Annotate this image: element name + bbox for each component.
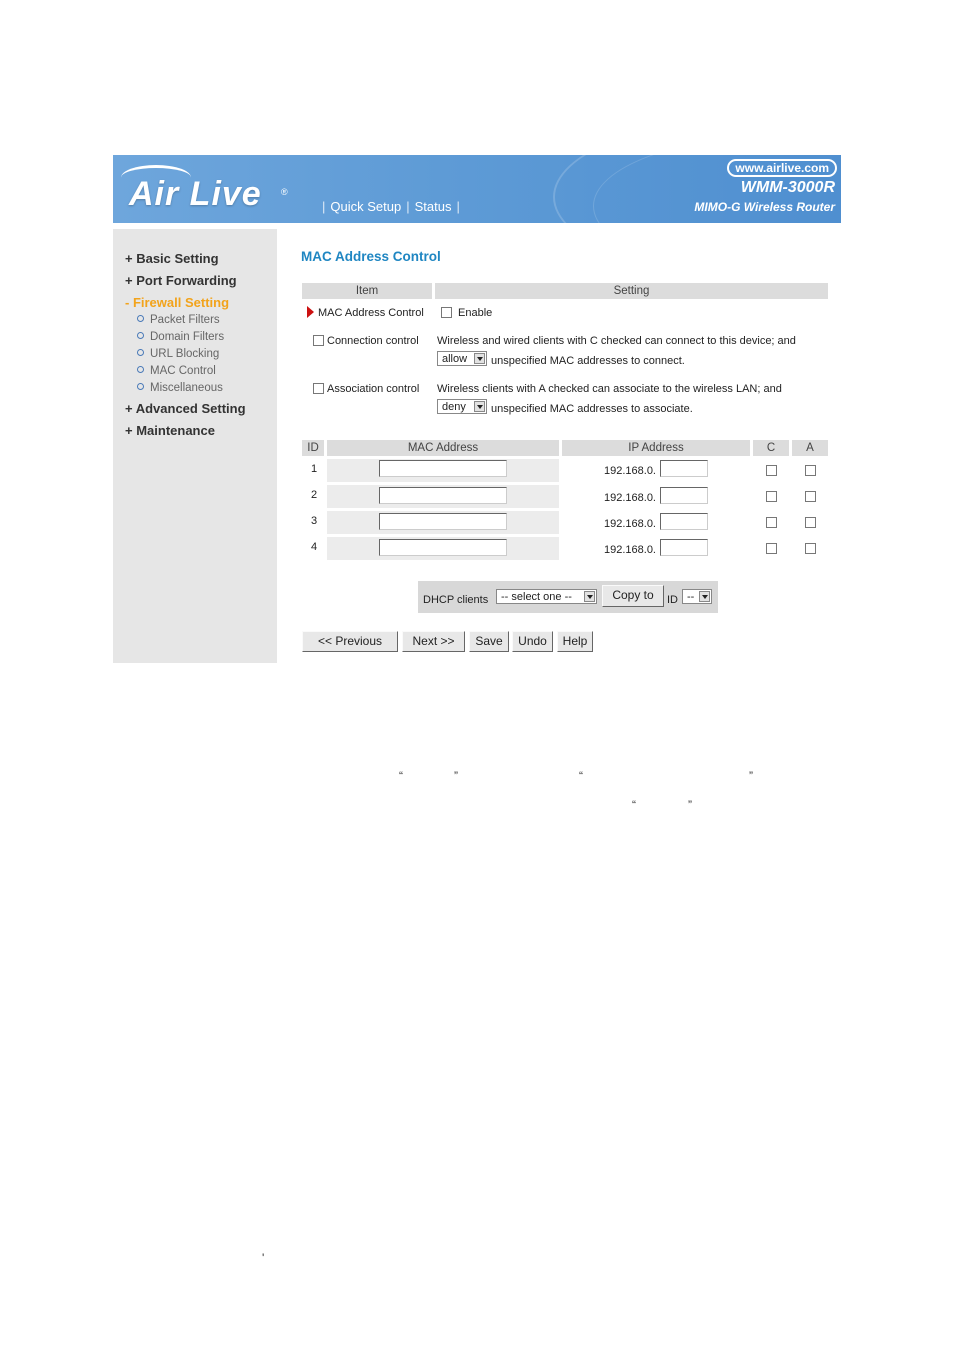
airlive-logo: Air Live <box>129 175 262 213</box>
bullet-icon <box>137 366 144 373</box>
top-navigation: | Quick Setup | Status | <box>322 199 460 214</box>
close-quote: ” <box>749 769 753 783</box>
enable-checkbox[interactable] <box>441 307 452 318</box>
connection-control-description-2: unspecified MAC addresses to connect. <box>491 355 685 367</box>
open-quote: “ <box>579 769 583 783</box>
open-quote: “ <box>399 769 403 783</box>
copy-to-button[interactable]: Copy to <box>602 585 664 607</box>
id-label: ID <box>667 594 678 606</box>
pointer-arrow-icon <box>307 306 314 318</box>
connection-control-checkbox[interactable] <box>313 335 324 346</box>
bullet-icon <box>137 315 144 322</box>
sidebar-subitem-miscellaneous[interactable] <box>137 382 223 394</box>
chevron-down-icon <box>584 591 595 602</box>
mac-address-input[interactable] <box>379 460 507 477</box>
bullet-icon <box>137 383 144 390</box>
row-id: 3 <box>311 515 318 527</box>
ip-last-octet-input[interactable] <box>660 513 708 530</box>
table-header-mac-address: MAC Address <box>327 440 559 456</box>
association-policy-value: deny <box>442 401 466 413</box>
association-control-label: Association control <box>327 383 420 395</box>
a-checkbox[interactable] <box>805 517 816 528</box>
stray-tick-mark: ' <box>262 1251 265 1265</box>
sidebar-subitem-label: Miscellaneous <box>150 382 223 394</box>
c-checkbox[interactable] <box>766 543 777 554</box>
row-id: 1 <box>311 463 318 475</box>
router-admin-frame <box>113 155 841 663</box>
chevron-down-icon <box>474 353 485 364</box>
c-checkbox[interactable] <box>766 465 777 476</box>
logo-registered-mark: ® <box>281 187 288 197</box>
enable-label: Enable <box>458 307 493 319</box>
dhcp-client-select[interactable] <box>496 589 597 604</box>
association-control-checkbox[interactable] <box>313 383 324 394</box>
model-description: MIMO-G Wireless Router <box>694 200 835 214</box>
sidebar-subitem-url-blocking[interactable] <box>137 348 219 360</box>
nav-quick-setup[interactable]: Quick Setup <box>330 199 402 214</box>
sidebar-subitem-domain-filters[interactable] <box>137 331 224 343</box>
bullet-icon <box>137 332 144 339</box>
header-banner <box>113 155 841 223</box>
association-control-description-2: unspecified MAC addresses to associate. <box>491 403 693 415</box>
chevron-down-icon <box>474 401 485 412</box>
dhcp-client-value: -- select one -- <box>501 591 572 603</box>
column-header-item: Item <box>302 283 432 299</box>
connection-policy-value: allow <box>442 353 468 365</box>
sidebar-item-maintenance[interactable]: + Maintenance <box>125 423 215 438</box>
association-policy-select[interactable] <box>437 399 487 414</box>
close-quote: ” <box>454 769 458 783</box>
ip-last-octet-input[interactable] <box>660 539 708 556</box>
table-header-a: A <box>792 440 828 456</box>
mac-address-input[interactable] <box>379 539 507 556</box>
page-title: MAC Address Control <box>301 249 441 264</box>
sidebar <box>113 229 277 663</box>
ip-last-octet-input[interactable] <box>660 460 708 477</box>
table-header-c: C <box>753 440 789 456</box>
model-name: WMM-3000R <box>740 179 835 196</box>
ip-prefix: 192.168.0. <box>604 465 656 477</box>
sidebar-item-advanced-setting[interactable]: + Advanced Setting <box>125 401 246 416</box>
a-checkbox[interactable] <box>805 491 816 502</box>
c-checkbox[interactable] <box>766 491 777 502</box>
mac-address-input[interactable] <box>379 487 507 504</box>
close-quote: ” <box>688 798 692 812</box>
mac-address-input[interactable] <box>379 513 507 530</box>
table-header-ip-address: IP Address <box>562 440 750 456</box>
undo-button[interactable]: Undo <box>512 631 553 652</box>
sidebar-subitem-label: Domain Filters <box>150 331 225 343</box>
save-button[interactable]: Save <box>469 631 509 652</box>
a-checkbox[interactable] <box>805 465 816 476</box>
dhcp-clients-label: DHCP clients <box>423 594 489 606</box>
id-select[interactable] <box>682 589 712 604</box>
previous-button[interactable]: << Previous <box>302 631 398 652</box>
mac-control-label: MAC Address Control <box>318 307 424 319</box>
site-url: www.airlive.com <box>727 159 837 177</box>
row-id: 2 <box>311 489 318 501</box>
next-button[interactable]: Next >> <box>402 631 465 652</box>
connection-policy-select[interactable] <box>437 351 487 366</box>
ip-last-octet-input[interactable] <box>660 487 708 504</box>
c-checkbox[interactable] <box>766 517 777 528</box>
connection-control-label: Connection control <box>327 335 419 347</box>
open-quote: “ <box>632 798 636 812</box>
bullet-icon <box>137 349 144 356</box>
sidebar-subitem-label: URL Blocking <box>150 348 220 360</box>
row-id: 4 <box>311 541 318 553</box>
connection-control-description: Wireless and wired clients with C checked can connect to this device; and <box>437 335 796 347</box>
chevron-down-icon <box>699 591 710 602</box>
sidebar-item-firewall-setting[interactable]: - Firewall Setting <box>125 295 230 310</box>
ip-prefix: 192.168.0. <box>604 518 656 530</box>
column-header-setting: Setting <box>435 283 828 299</box>
sidebar-subitem-mac-control[interactable] <box>137 365 216 377</box>
sidebar-subitem-packet-filters[interactable] <box>137 314 220 326</box>
ip-prefix: 192.168.0. <box>604 544 656 556</box>
help-button[interactable]: Help <box>557 631 593 652</box>
sidebar-item-port-forwarding[interactable]: + Port Forwarding <box>125 273 237 288</box>
nav-status[interactable]: Status <box>414 199 452 214</box>
a-checkbox[interactable] <box>805 543 816 554</box>
sidebar-item-basic-setting[interactable]: + Basic Setting <box>125 251 219 266</box>
association-control-description: Wireless clients with A checked can associate to the wireless LAN; and <box>437 383 782 395</box>
table-header-id: ID <box>302 440 324 456</box>
sidebar-subitem-label: MAC Control <box>150 365 216 377</box>
sidebar-subitem-label: Packet Filters <box>150 314 220 326</box>
id-select-value: -- <box>687 591 695 603</box>
ip-prefix: 192.168.0. <box>604 492 656 504</box>
